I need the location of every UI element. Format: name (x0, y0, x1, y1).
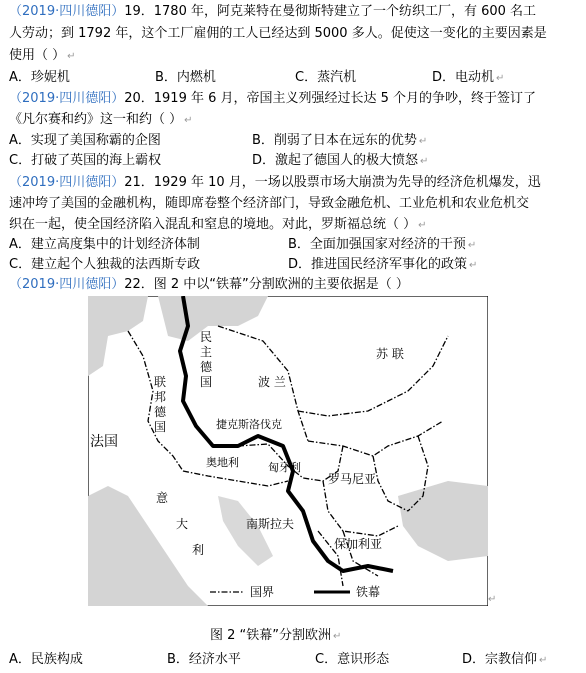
q22-option-d (462, 651, 547, 670)
q21-option-d-text: D．推进国民经济军事化的政策 (288, 257, 468, 272)
paragraph-mark: ↵ (418, 220, 427, 231)
paragraph-mark: ↵ (539, 655, 548, 666)
q21-text-1: 21．1929 年 10 月，一场以股票市场大崩溃为先导的经济危机爆发，迅 (124, 175, 541, 190)
label-austria: 奥地利 (206, 456, 239, 469)
q19-stem-line2: 人劳动；到 1792 年，这个工厂雇佣的工人已经达到 5000 多人。促使这一变化的主要因素是 (9, 26, 547, 41)
q21-option-d (288, 256, 477, 275)
paragraph-mark: ↵ (333, 631, 342, 642)
q19-option-d-text: D．电动机 (432, 70, 495, 85)
paragraph-mark: ↵ (184, 115, 193, 126)
paragraph-mark: ↵ (418, 136, 428, 147)
label-czechoslovakia: 捷克斯洛伐克 (216, 418, 282, 431)
q19-stem-line3 (9, 47, 76, 66)
label-hungary: 匈牙利 (268, 461, 301, 474)
paragraph-mark: ↵ (67, 51, 76, 62)
paragraph-mark: ↵ (496, 73, 505, 84)
label-west-germany-2: 邦 (154, 390, 167, 404)
q21-source: （2019·四川德阳） (9, 175, 125, 190)
q19-option-b: B．内燃机 (155, 70, 216, 85)
q22-stem-line1 (9, 276, 409, 294)
paragraph-mark: ↵ (488, 594, 497, 605)
q19-text-3: 使用（ ） (9, 48, 66, 63)
label-ussr: 苏 联 (376, 347, 404, 361)
q20-option-c: C．打破了英国的海上霸权 (9, 153, 162, 168)
q20-option-d (252, 152, 428, 171)
q20-option-a: A．实现了美国称霸的企图 (9, 133, 161, 148)
label-west-germany-3: 德 (154, 405, 167, 419)
q22-option-b: B．经济水平 (167, 652, 241, 667)
label-poland: 波 兰 (258, 375, 286, 389)
label-east-germany-3: 德 (200, 360, 213, 374)
label-west-germany-4: 国 (154, 420, 167, 434)
label-france: 法国 (90, 434, 118, 450)
label-italy-2: 大 (176, 517, 189, 531)
q20-source: （2019·四川德阳） (9, 91, 125, 106)
legend-border-label: 国界 (250, 585, 275, 599)
q22-source: （2019·四川德阳） (9, 277, 125, 292)
label-west-germany-1: 联 (154, 375, 167, 389)
q19-source: （2019·四川德阳） (9, 4, 125, 19)
q21-option-c: C．建立起个人独裁的法西斯专政 (9, 257, 201, 272)
label-italy-3: 利 (192, 543, 205, 557)
q20-text-2: 《凡尔赛和约》这一和约（ ） (9, 112, 183, 127)
iron-curtain-map (88, 296, 488, 606)
label-italy-1: 意 (156, 491, 169, 505)
q20-option-b (252, 132, 427, 151)
paragraph-mark: ↵ (469, 260, 478, 271)
q19-option-c: C．蒸汽机 (295, 70, 357, 85)
q21-stem-line2: 速冲垮了美国的金融机构，随即席卷整个经济部门，导致金融危机、工业危机和农业危机交 (9, 196, 530, 211)
q21-stem-line3 (9, 216, 427, 235)
label-east-germany-2: 主 (200, 345, 213, 359)
q19-text-1: 19．1780 年，阿克莱特在曼彻斯特建立了一个纺织工厂，有 600 名工 (124, 4, 537, 19)
q19-option-d (432, 69, 504, 88)
paragraph-mark: ↵ (467, 240, 477, 251)
q21-stem-line1 (9, 174, 541, 192)
q21-option-b-text: B．全面加强国家对经济的干预 (288, 237, 466, 252)
q20-option-b-text: B．削弱了日本在远东的优势 (252, 133, 417, 148)
label-east-germany-4: 国 (200, 375, 213, 389)
q21-option-b (288, 236, 476, 255)
q20-stem-line1 (9, 90, 536, 108)
legend-curtain-label: 铁幕 (356, 585, 381, 599)
figure-caption (210, 624, 341, 643)
label-bulgaria: 保加利亚 (334, 537, 383, 551)
q21-text-3: 织在一起，使全国经济陷入混乱和窒息的境地。对此，罗斯福总统（ ） (9, 217, 417, 232)
q19-stem-line1 (9, 3, 536, 21)
q20-option-d-text: D．激起了德国人的极大愤怒 (252, 153, 419, 168)
q22-option-c: C．意识形态 (315, 652, 390, 667)
q22-option-a: A．民族构成 (9, 652, 83, 667)
q22-option-d-text: D．宗教信仰 (462, 652, 538, 667)
q19-option-a: A．珍妮机 (9, 70, 70, 85)
q20-text-1: 20．1919 年 6 月，帝国主义列强经过长达 5 个月的争吵，终于签订了 (124, 91, 537, 106)
q20-stem-line2 (9, 111, 193, 130)
figure-caption-text: 图 2 “铁幕”分割欧洲 (210, 628, 332, 643)
map-paragraph-mark (486, 590, 496, 609)
label-yugoslavia: 南斯拉夫 (246, 517, 295, 531)
label-east-germany-1: 民 (200, 330, 213, 344)
label-romania: 罗马尼亚 (328, 472, 377, 486)
paragraph-mark: ↵ (420, 156, 429, 167)
q22-text-1: 22．图 2 中以“铁幕”分割欧洲的主要依据是（ ） (124, 277, 409, 292)
q21-option-a: A．建立高度集中的计划经济体制 (9, 237, 200, 252)
